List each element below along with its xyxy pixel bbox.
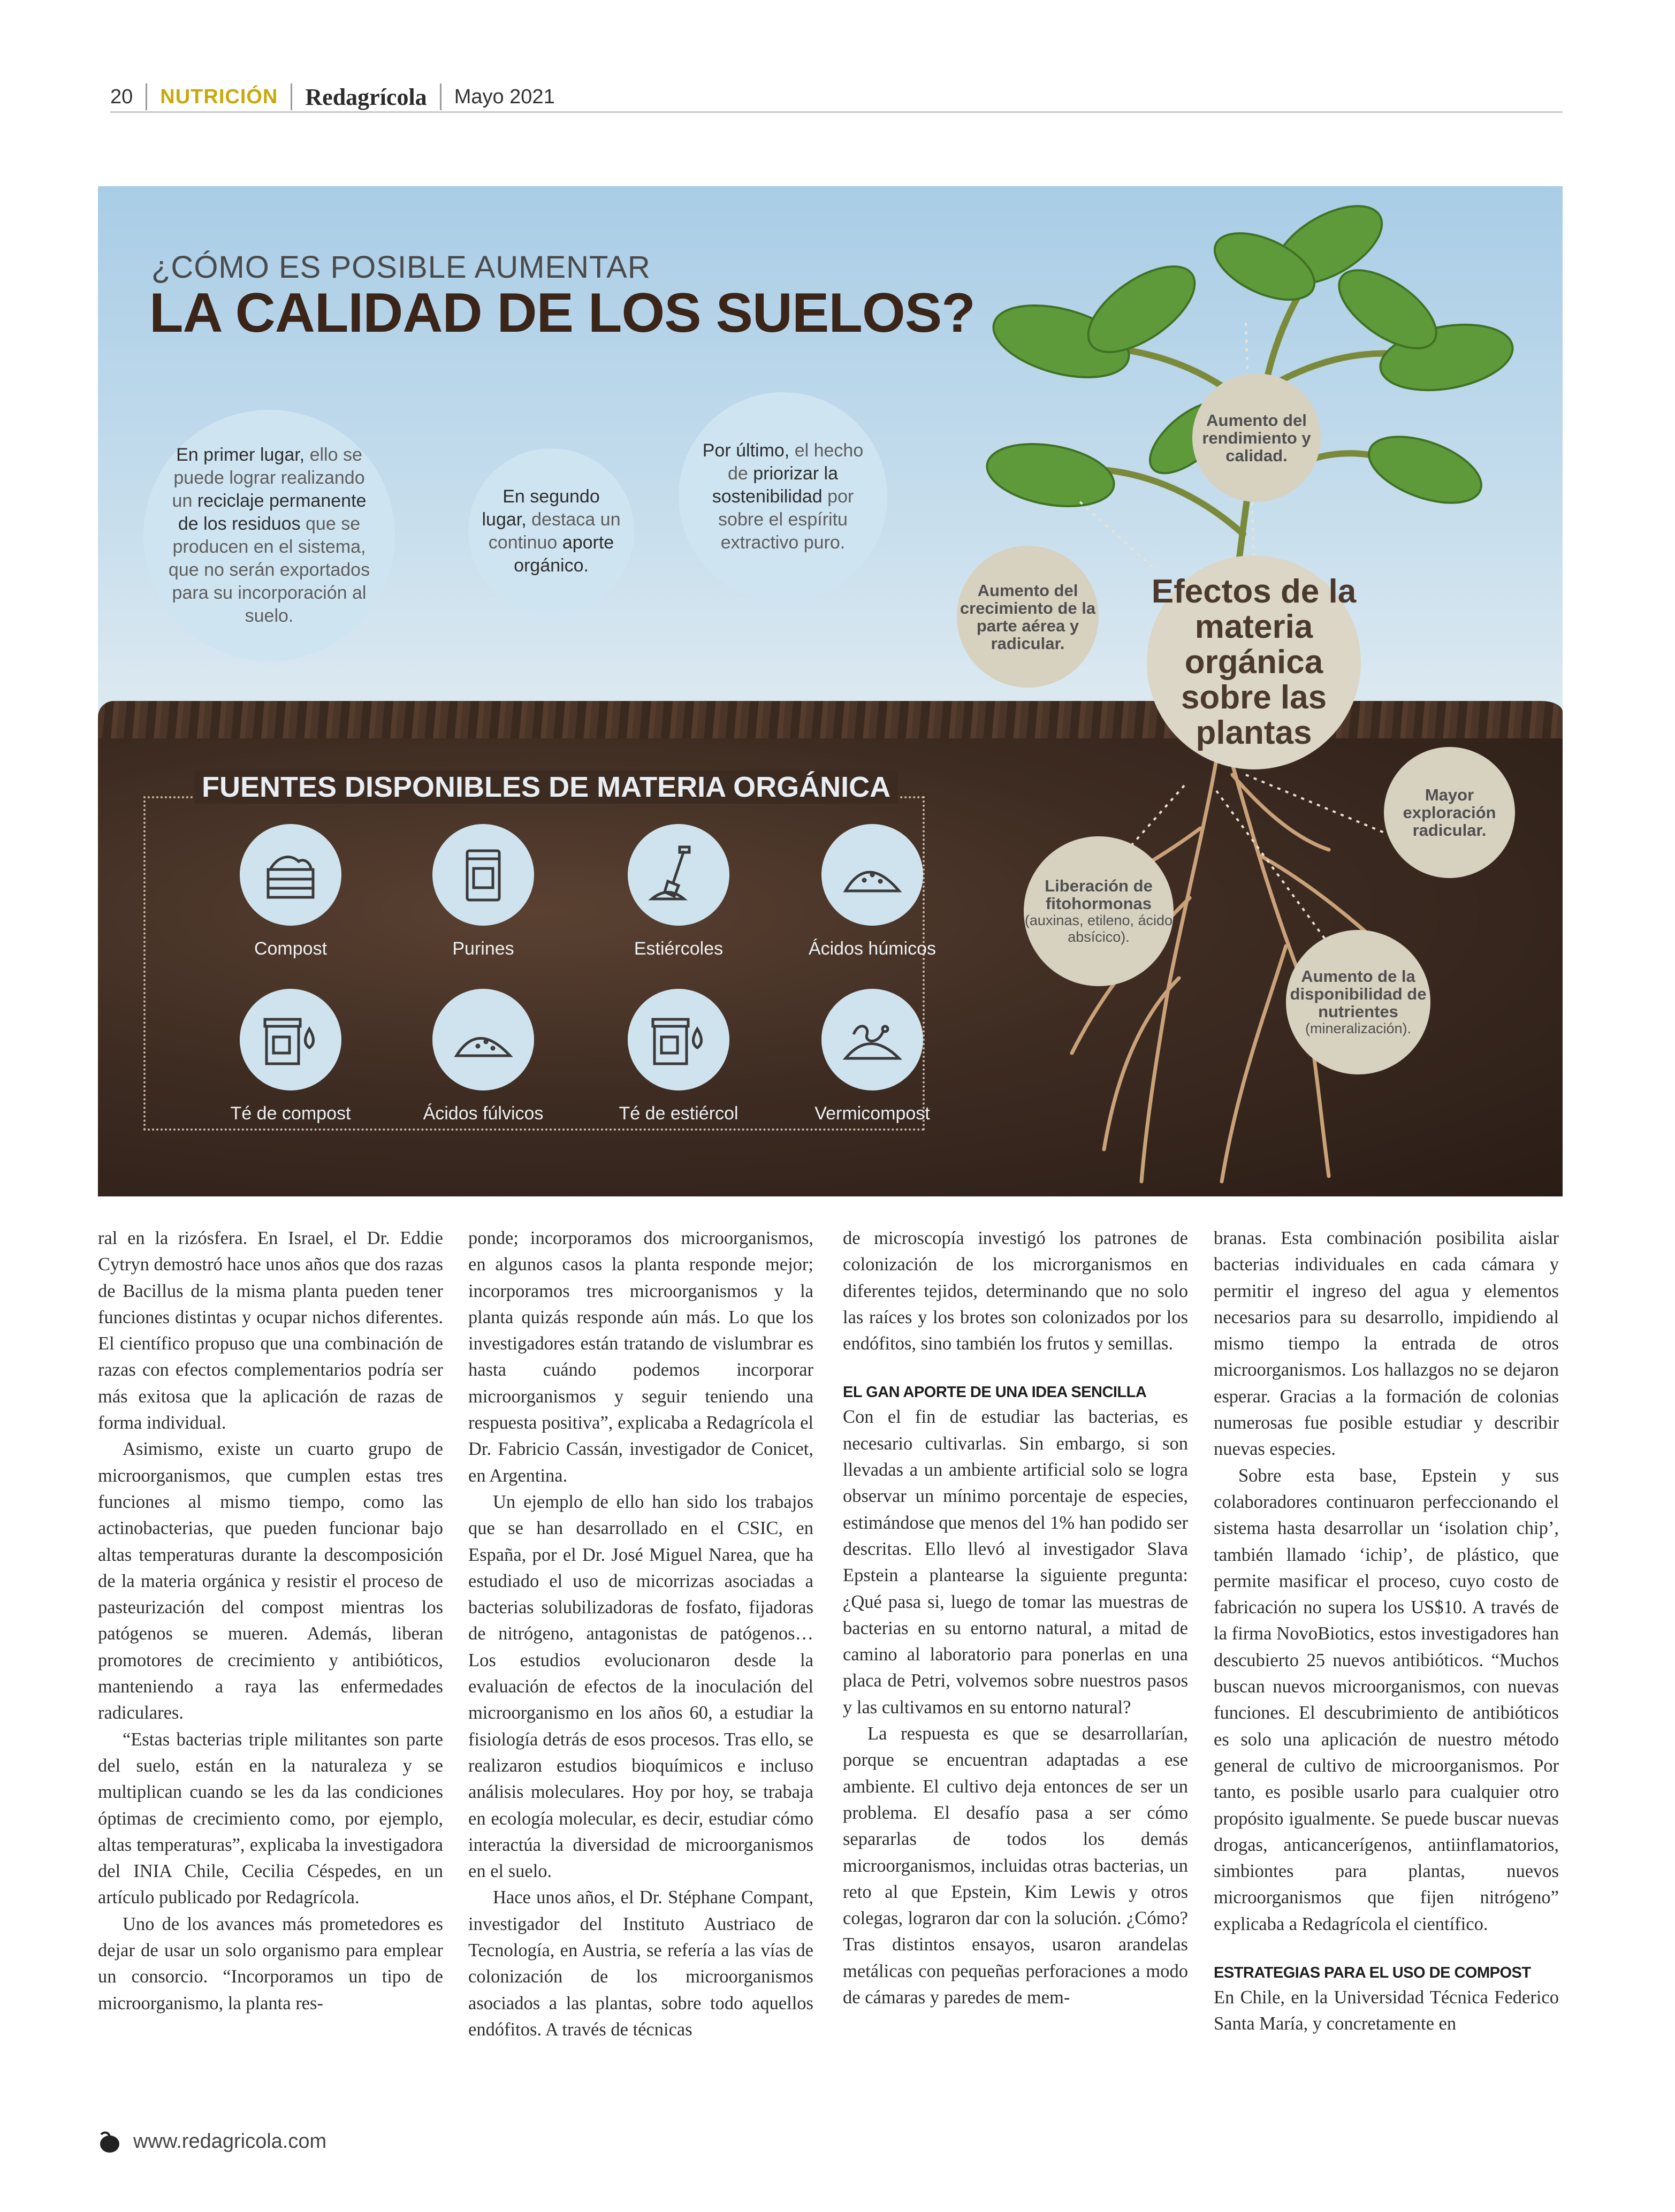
subheading: EL GAN APORTE DE UNA IDEA SENCILLA [843, 1384, 1147, 1401]
paragraph: de microscopía investigó los patrones de colonización de los microrganismos en diferentes tejidos, determinando que no solo las raíces y los brotes son colonizados por los endófitos, sino también los frutos y semillas. [843, 1228, 1188, 1354]
section-label: NUTRICIÓN [160, 85, 278, 108]
paragraph: ponde; incorporamos dos microorganismos, en algunos casos la planta responde mejor; incorporamos tres microorganismos y la planta quizás responde aún más. Lo que los investigadores están tratando de vislumbrar es hasta cuándo podemos incorporar microorganismos y seguir teniendo una respuesta positiva”, explicaba a Redagrícola el Dr. Fabricio Cassán, investigador de Conicet, en Argentina. [468, 1228, 813, 1486]
paragraph: Con el fin de estudiar las bacterias, es necesario cultivarlas. Sin embargo, si son llevadas a un ambiente artificial solo se logra observar un mínimo porcentaje de especies, estimándose que menos del 1% han podido ser descritas. Ello llevó al investigador Slava Epstein a plantearse la siguiente pregunta: ¿Qué pasa si, luego de tomar las muestras de bacterias en su entorno natural, a mitad de camino al laboratorio para ponerlas en una placa de Petri, volvemos sobre nuestros pasos y las cultivamos en su entorno natural? [843, 1407, 1188, 1718]
website-link[interactable]: www.redagricola.com [133, 2130, 327, 2153]
jar-drop-icon [258, 1008, 323, 1072]
jar-drop-icon [646, 1008, 711, 1072]
worm-icon [840, 1008, 904, 1072]
paragraph: “Estas bacterias triple militantes son parte del suelo, están en la naturaleza y se multiplican cuando se les da las condiciones óptimas de crecimiento como, por ejemplo, altas temperaturas”, explicaba la investigadora del INIA Chile, Cecilia Céspedes, en un artículo publicado por Redagrícola. [98, 1729, 443, 1908]
paragraph: Asimismo, existe un cuarto grupo de microorganismos, que cumplen estas tres funciones al mismo tiempo, como las actinobacterias, que pueden funcionar bajo altas temperaturas durante la descomposición de la materia orgánica y resistir el proceso de pasteurización del compost mientras los patógenos se mueren. Además, liberan promotores de crecimiento y antibióticos, manteniendo a raya las enfermedades radiculares. [98, 1439, 443, 1723]
page-number: 20 [110, 85, 133, 108]
infographic-title: LA CALIDAD DE LOS SUELOS? [149, 282, 975, 344]
text-column-1 [98, 1225, 443, 2017]
paragraph: La respuesta es que se desarrollarían, porque se encuentran adaptadas a ese ambiente. El cultivo deja entonces de ser un problema. El desafío pasa a ser cómo separarlas de todos los demás microorganismos, incluidas otras bacterias, un reto al que Epstein, Kim Lewis y otros colegas, lograron dar con la solución. ¿Cómo? Tras distintos ensayos, usaron arandelas metálicas con pequeñas perforaciones a modo de cámaras y paredes de mem- [843, 1723, 1188, 2008]
text-column-2 [468, 1225, 813, 2043]
infographic [98, 186, 1563, 1196]
page-footer [94, 2127, 326, 2156]
paragraph: Un ejemplo de ello han sido los trabajos que se han desarrollado en el CSIC, en España, por el Dr. José Miguel Narea, que ha estudiado el uso de micorrizas asociadas a bacterias solubilizadoras de fosfato, fijadoras de nitrógeno, antagonistas de patógenos… Los estudios evolucionaron desde la evaluación de efectos de la inoculación del microorganismo en los años 60, a estudiar la fisiología detrás de esos procesos. Tras ello, se realizaron estudios bioquímicos e incluso análisis moleculares. Hoy por hoy, se trabaja en ecología molecular, es decir, estudiar cómo interactúa la diversidad de microorganismos en el suelo. [468, 1491, 813, 1882]
infographic-kicker: ¿CÓMO ES POSIBLE AUMENTAR [151, 250, 651, 285]
bubble-text: En primer lugar, ello se puede lograr realizando un reciclaje permanente de los residuos que se producen en el sistema, que no serán exportados para su incorporación al suelo. [168, 445, 370, 626]
divider [291, 83, 292, 110]
bubble-text: Por último, el hecho de priorizar la sostenibilidad por sobre el espíritu extractivo puro. [702, 440, 864, 553]
soil-pile-icon [451, 1008, 515, 1072]
seed-logo-icon [94, 2127, 123, 2156]
source-humic-acids: Ácidos húmicos [803, 824, 942, 959]
bubble-sustainability [679, 392, 887, 601]
subheading: ESTRATEGIAS PARA EL USO DE COMPOST [1214, 1964, 1531, 1982]
soil-pile-icon [840, 843, 904, 907]
effect-nutrients: Aumento de la disponibilidad de nutrientes (mineralización). [1286, 930, 1430, 1074]
issue-date: Mayo 2021 [454, 85, 555, 108]
source-compost-tea: Té de compost [221, 989, 360, 1124]
page-header [110, 80, 555, 113]
paragraph: branas. Esta combinación posibilita aislar bacterias individuales en cada cámara y permitir el ingreso del agua y elementos necesarios para su desarrollo, impidiendo al mismo tiempo la entrada de otros microorganismos. Los hallazgos no se dejaron esperar. Gracias a la formación de colonias numerosas fue posible estudiar y describir nuevas especies. [1214, 1228, 1559, 1460]
divider [146, 83, 147, 110]
bubble-organic-input [468, 448, 634, 614]
paragraph: Sobre esta base, Epstein y sus colaboradores continuaron perfeccionando el sistema hasta desarrollar un ‘isolation chip’, también llamado ‘ichip’, de plástico, que permite masificar el proceso, cuyo costo de fabricación no supera los US$10. A través de la firma NovoBiotics, estos investigadores han descubierto 25 nuevos antibióticos. “Muchos buscan nuevos microorganismos, con nuevas funciones. El descubrimiento de antibióticos es solo una aplicación de nuestro método general de cultivo de microorganismos. Por tanto, es posible usarlo para cualquier otro propósito igualmente. Se puede buscar nuevas drogas, anticancerígenos, antiinflamatorios, simbiontes para plantas, nuevos microorganismos que fijen nitrógeno” explicaba a Redagrícola el científico. [1214, 1465, 1559, 1934]
effect-yield: Aumento del rendimiento y calidad. [1192, 373, 1321, 502]
source-manure: Estiércoles [609, 824, 748, 959]
paragraph: En Chile, en la Universidad Técnica Federico Santa María, y concretamente en [1214, 1987, 1559, 2034]
divider [440, 83, 441, 110]
sources-title: FUENTES DISPONIBLES DE MATERIA ORGÁNICA [194, 771, 898, 804]
effect-phytohormones: Liberación de fitohormonas (auxinas, etileno, ácido absícico). [1024, 836, 1174, 986]
source-fulvic-acids: Ácidos fúlvicos [414, 989, 553, 1124]
text-column-3 [843, 1225, 1188, 2011]
compost-bin-icon [258, 843, 323, 907]
source-manure-tea: Té de estiércol [609, 989, 748, 1124]
source-vermicompost: Vermicompost [803, 989, 942, 1124]
bubble-recycling [143, 410, 395, 661]
paragraph: ral en la rizósfera. En Israel, el Dr. Eddie Cytryn demostró hace unos años que dos razas de Bacillus de la misma planta pueden tener funciones distintas y ocupar nichos diferentes. El científico propuso que una combinación de razas con efectos complementarios podría ser más exitosa que la aplicación de razas de forma individual. [98, 1228, 443, 1433]
source-compost: Compost [221, 824, 360, 959]
bag-icon [451, 843, 515, 907]
text-column-4 [1214, 1225, 1559, 2038]
paragraph: Hace unos años, el Dr. Stéphane Compant, investigador del Instituto Austriaco de Tecnología, en Austria, se refería a las vías de colonización de los microorganismos asociados a las plantas, sobre todo aquellos endófitos. A través de técnicas [468, 1887, 813, 2040]
header-rule [110, 111, 1563, 113]
shovel-icon [646, 843, 711, 907]
effect-growth: Aumento del crecimiento de la parte aérea y radicular. [957, 546, 1099, 688]
effects-title: Efectos de la materia orgánica sobre las plantas [1147, 555, 1361, 769]
source-purines: Purines [414, 824, 553, 959]
bubble-text: En segundo lugar, destaca un continuo aporte orgánico. [482, 486, 621, 576]
brand-name: Redagrícola [305, 83, 427, 110]
effect-root-exploration: Mayor exploración radicular. [1384, 747, 1515, 878]
paragraph: Uno de los avances más prometedores es dejar de usar un solo organismo para emplear un consorcio. “Incorporamos un tipo de microorganismo, la planta res- [98, 1913, 443, 2013]
